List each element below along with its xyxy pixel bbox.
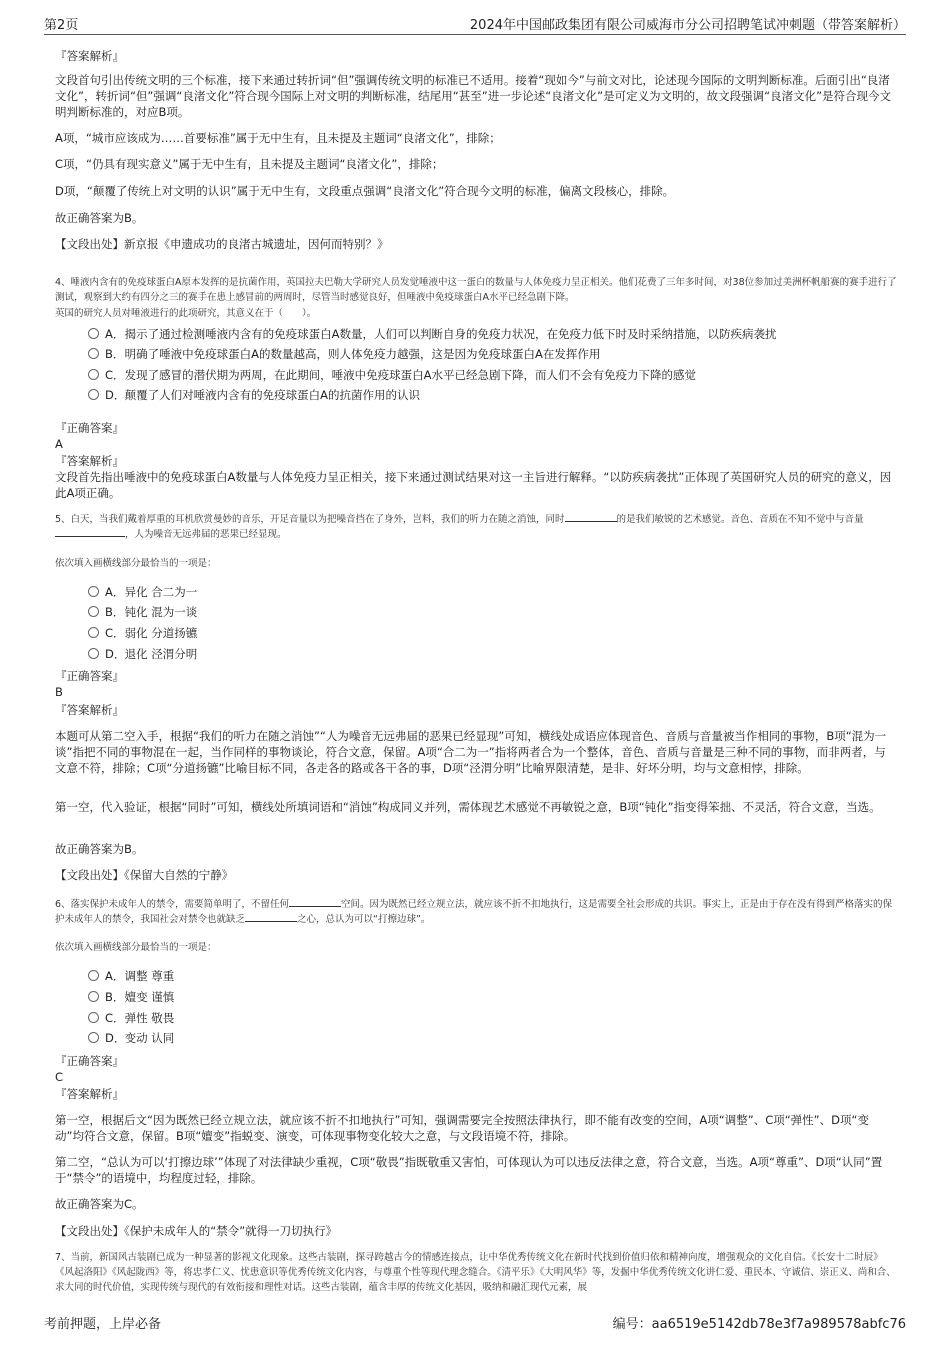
analysis-option-a: A项，“城市应该成为……首要标准”属于无中生有，且未提及主题词“良渚文化”，排除； [55,131,501,145]
source-citation: 【文段出处】《保留大自然的宁静》 [55,868,234,882]
analysis-paragraph: 文段首先指出唾液中的免疫球蛋白A数量与人体免疫力呈正相关，接下来通过测试结果对这一主旨进行解释。“以防疾病袭扰”正体现了英国研究人员的研究的意义，因此A项正确。 [55,470,892,500]
analysis-paragraph: 本题可从第二空入手，根据“我们的听力在随之消蚀”“人为噪音无远弗届的恶果已经显现”可知，横线处成语应体现音色、音质与音量被当作相同的事物，B项“混为一谈”指把不同的事物混在一起，当作同样的事物谈论，符合文意，保留。A项“合二为一”指将两者合为一个整体，音色、音质与音量是三种不同的事物，而非两者，与文意不符，排除；C项“分道扬镳”比喻目标不同，各走各的路或各干各的事，D项“泾渭分明”比喻界限清楚，是非、好坏分明，均与文意相悖，排除。 [55,729,887,775]
source-citation: 【文段出处】《保护未成年人的“禁令”就得一刀切执行》 [55,1224,338,1238]
question-6-stem: 6、落实保护未成年人的禁令，需要简单明了，不留任何 空间。因为既然已经立规立法，就应该不折不扣地执行，这是需要全社会形成的共识。事实上，正是由于存在没有得到严格落实的保护未成年人的禁令，我国社会对禁令也就缺乏 之心，总认为可以“打擦边球”。 [55,899,893,925]
question-6-prompt: 依次填入画横线部分最恰当的一项是： [55,942,217,953]
correct-answer-label: 『正确答案』 [55,421,124,435]
question-6-option-d[interactable]: D． 变动 认同 [88,1030,174,1046]
question-5-option-a[interactable]: A． 异化 合二为一 [88,584,197,600]
radio-icon[interactable] [88,1012,99,1023]
analysis-label: 『答案解析』 [55,1087,124,1101]
analysis-paragraph: 第二空，“总认为可以‘打擦边球’”体现了对法律缺少重视，C项“敬畏”指既敬重又害怕，可体现认为可以违反法律之意，符合文意，当选。A项“尊重”、D项“认同”置于“禁令”的语境中，均程度过轻，排除。 [55,1155,883,1185]
question-4-option-d[interactable]: D． 颠覆了人们对唾液内含有的免疫球蛋白A的抗菌作用的认识 [88,387,420,403]
correct-answer: A [55,437,63,451]
analysis-label: 『答案解析』 [55,49,124,63]
question-7-stem: 7、当前，新国风古装剧已成为一种显著的影视文化现象。这些古装剧，探寻跨越古今的情感连接点，让中华优秀传统文化在新时代找到价值归依和精神向度，增强观众的文化自信。《长安十二时辰》《风起洛阳》《风起陇西》等，将忠孝仁义、忧患意识等优秀传统文化内容，与尊重个性等现代理念缝合。《清平乐》《大明风华》等，发掘中华优秀传统文化讲仁爱、重民本、守诚信、崇正义、尚和合、求大同的时代价值，实现传统与现代的有效衔接和理性对话。这些古装剧，蕴含丰厚的传统文化基因，吸纳和融汇现代元素，展 [55,1252,896,1293]
radio-icon[interactable] [88,1032,99,1043]
question-4-stem: 4、唾液内含有的免疫球蛋白A原本发挥的是抗菌作用，英国拉夫巴勒大学研究人员发觉唾液中这一蛋白的数量与人体免疫力呈正相关。他们花费了三年多时间，对38位参加过美洲杯帆船赛的赛手进行了测试，观察到大约有四分之三的赛手在患上感冒前的两周时，尽管当时感觉良好，但唾液中免疫球蛋白A水平已经急剧下降。 [55,277,897,303]
answer-conclusion: 故正确答案为B。 [55,211,144,225]
question-5-option-c[interactable]: C． 弱化 分道扬镳 [88,625,197,641]
source-citation: 【文段出处】新京报《申遗成功的良渚古城遗址，因何而特别？》 [55,237,389,251]
radio-icon[interactable] [88,369,99,380]
radio-icon[interactable] [88,606,99,617]
page-header [44,14,906,35]
radio-icon[interactable] [88,389,99,400]
analysis-label: 『答案解析』 [55,454,124,468]
footer-slogan: 考前押题，上岸必备 [44,1317,162,1332]
page-number: 第2页 [44,18,79,33]
question-4-option-a[interactable]: A． 揭示了通过检测唾液内含有的免疫球蛋白A数量，人们可以判断自身的免疫力状况，在免疫力低下时及时采纳措施，以防疾病袭扰 [88,326,777,342]
analysis-label: 『答案解析』 [55,703,124,717]
analysis-paragraph: 第一空，代入验证，根据“同时”可知，横线处所填词语和“消蚀”构成同义并列，需体现艺术感觉不再敏锐之意，B项“钝化”指变得笨拙、不灵活，符合文意，当选。 [55,800,881,814]
analysis-paragraph: 第一空，根据后文“因为既然已经立规立法，就应该不折不扣地执行”可知，强调需要完全按照法律执行，即不能有改变的空间，A项“调整”、C项“弹性”、D项“变动”均符合文意，保留。B项“嬗变”指蜕变、演变，可体现事物变化较大之意，与文段语境不符，排除。 [55,1113,869,1143]
radio-icon[interactable] [88,991,99,1002]
question-6-option-c[interactable]: C． 弹性 敬畏 [88,1010,174,1026]
analysis-paragraph: 文段首句引出传统文明的三个标准，接下来通过转折词“但”强调传统文明的标准已不适用。接着“现如今”与前文对比，论述现今国际的文明判断标准。后面引出“良渚文化”，转折词“但”强调“良渚文化”符合现今国际上对文明的判断标准，结尾用“甚至”进一步论述“良渚文化”是可定义为文明的，故文段强调“良渚文化”是符合现今文明判断标准的，对应B项。 [55,73,892,119]
question-4-option-c[interactable]: C． 发现了感冒的潜伏期为两周，在此期间，唾液中免疫球蛋白A水平已经急剧下降，而人们不会有免疫力下降的感觉 [88,367,696,383]
answer-conclusion: 故正确答案为C。 [55,1197,144,1211]
correct-answer-label: 『正确答案』 [55,1054,124,1068]
question-4-prompt: 英国的研究人员对唾液进行的此项研究，其意义在于（ ）。 [55,308,317,319]
question-5-prompt: 依次填入画横线部分最恰当的一项是： [55,558,217,569]
radio-icon[interactable] [88,648,99,659]
correct-answer: C [55,1070,64,1084]
document-title: 2024年中国邮政集团有限公司威海市分公司招聘笔试冲刺题（带答案解析） [469,18,906,33]
correct-answer-label: 『正确答案』 [55,669,124,683]
radio-icon[interactable] [88,970,99,981]
question-5-option-d[interactable]: D． 退化 泾渭分明 [88,646,197,662]
question-4-option-b[interactable]: B． 明确了唾液中免疫球蛋白A的数量越高，则人体免疫力越强，这是因为免疫球蛋白A在发挥作用 [88,346,600,362]
question-6-option-a[interactable]: A． 调整 尊重 [88,968,174,984]
question-5-option-b[interactable]: B． 钝化 混为一谈 [88,604,197,620]
correct-answer: B [55,685,63,699]
document-code: 编号：aa6519e5142db78e3f7a989578abfc76 [612,1317,906,1332]
question-5-stem: 5、白天，当我们戴着厚重的耳机欣赏曼妙的音乐，开足音量以为把噪音挡在了身外，岂料，我们的听力在随之消蚀，同时 的是我们敏锐的艺术感觉。音色、音质在不知不觉中与音量，人为噪音无远弗届的恶果已经显现。 [55,514,864,540]
answer-conclusion: 故正确答案为B。 [55,842,144,856]
radio-icon[interactable] [88,328,99,339]
question-6-option-b[interactable]: B． 嬗变 谨慎 [88,989,174,1005]
radio-icon[interactable] [88,627,99,638]
radio-icon[interactable] [88,348,99,359]
analysis-option-c: C项，“仍具有现实意义”属于无中生有，且未提及主题词“良渚文化”，排除； [55,157,444,171]
radio-icon[interactable] [88,586,99,597]
analysis-option-d: D项，“颠覆了传统上对文明的认识”属于无中生有，文段重点强调“良渚文化”符合现今文明的标准，偏离文段核心，排除。 [55,184,675,198]
